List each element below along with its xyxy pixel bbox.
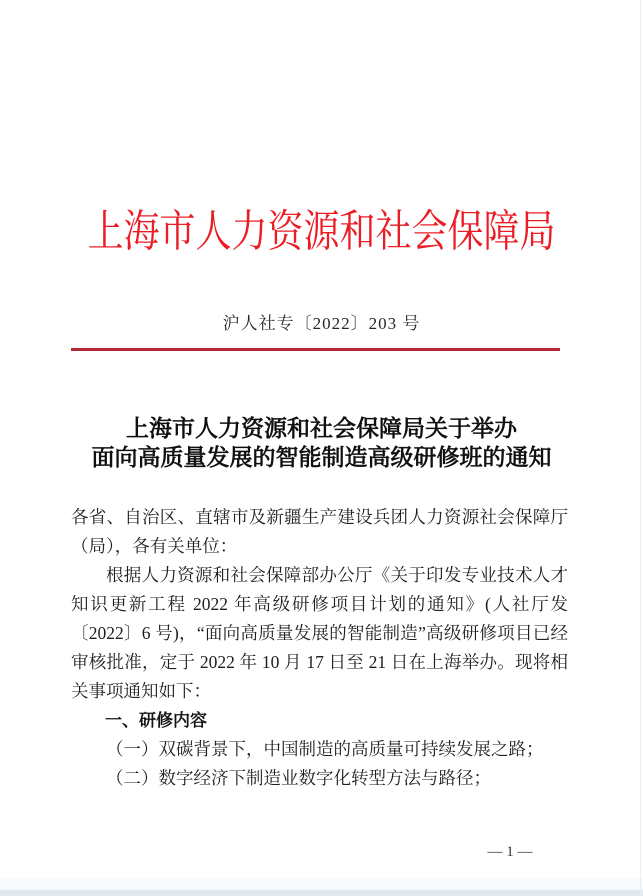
section1-heading: 一、研修内容 <box>105 711 207 730</box>
section1-item-1: （一）双碳背景下，中国制造的高质量可持续发展之路； <box>106 739 544 759</box>
intro-paragraph: 根据人力资源和社会保障部办公厅《关于印发专业技术人才知识更新工程 2022 年高级研修项目计划的通知》(人社厅发〔2022〕6 号)，“面向高质量发展的智能制造”高级研修项目已经审核批准，定于 2022 年 10 月 17 日至 21 日在上海举办。现将相关事项通知如下： <box>71 565 568 701</box>
document-body <box>71 503 568 793</box>
agency-letterhead: 上海市人力资源和社会保障局 <box>87 207 556 256</box>
document-title <box>0 414 643 472</box>
page-right-edge <box>640 0 641 896</box>
salutation: 各省、自治区、直辖市及新疆生产建设兵团人力资源社会保障厅（局），各有关单位： <box>71 507 568 556</box>
page-bottom-fade <box>0 878 643 890</box>
red-separator-line <box>71 348 560 351</box>
document-title-line2: 面向高质量发展的智能制造高级研修班的通知 <box>91 445 552 470</box>
document-number: 沪人社专〔2022〕203 号 <box>222 314 421 333</box>
page-bottom-edge <box>0 890 643 896</box>
document-title-line1: 上海市人力资源和社会保障局关于举办 <box>126 416 517 441</box>
section1-item-2: （二）数字经济下制造业数字化转型方法与路径； <box>106 768 491 788</box>
page-number: — 1 — <box>487 844 533 860</box>
